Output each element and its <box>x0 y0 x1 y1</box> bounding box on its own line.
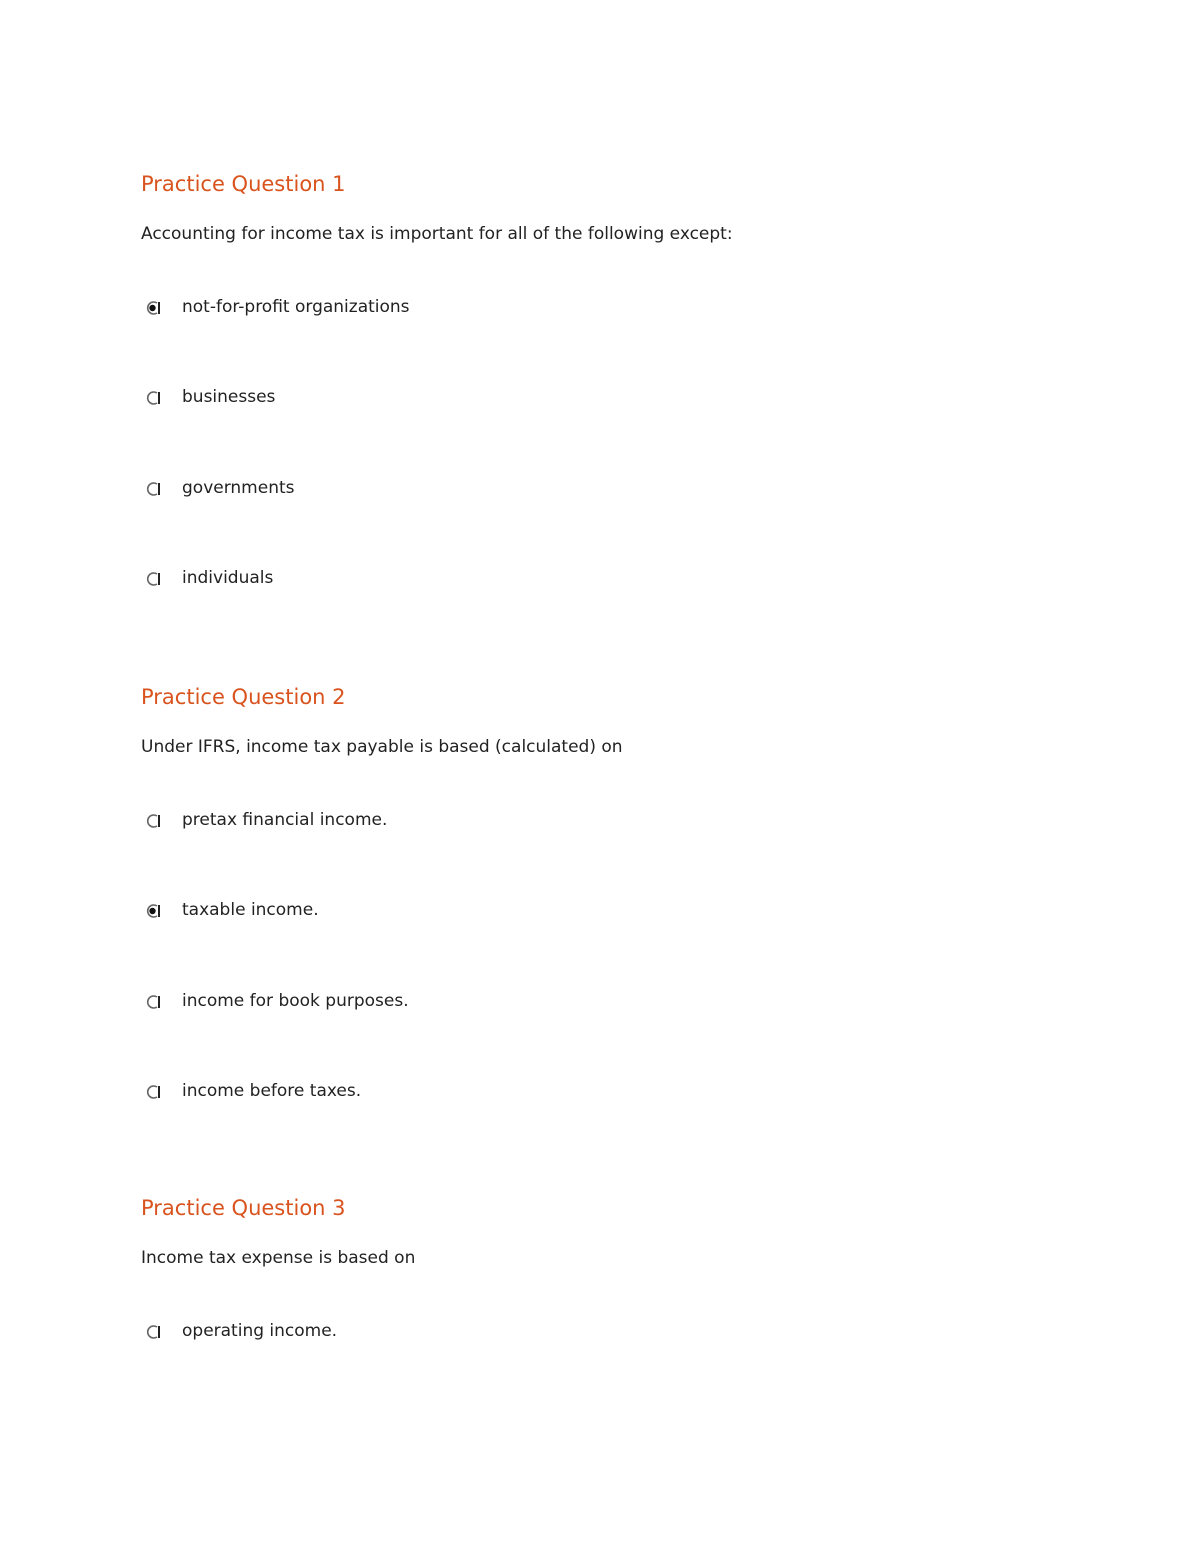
radio-unselected-icon[interactable] <box>144 812 162 830</box>
radio-unselected-icon[interactable] <box>144 480 162 498</box>
option-businesses[interactable] <box>141 386 841 410</box>
option-operating-income[interactable] <box>141 1320 841 1344</box>
option-label: income before taxes. <box>182 1081 362 1101</box>
question-title: Practice Question 3 <box>141 1196 346 1220</box>
radio-unselected-icon[interactable] <box>144 389 162 407</box>
option-pretax-financial-income[interactable] <box>141 809 841 833</box>
option-individuals[interactable] <box>141 567 841 591</box>
option-label: governments <box>182 478 295 498</box>
option-label: businesses <box>182 387 276 407</box>
radio-selected-icon[interactable] <box>144 299 162 317</box>
option-income-before-taxes[interactable] <box>141 1080 841 1104</box>
radio-unselected-icon[interactable] <box>144 1083 162 1101</box>
option-label: operating income. <box>182 1321 338 1341</box>
radio-unselected-icon[interactable] <box>144 570 162 588</box>
option-label: taxable income. <box>182 900 319 920</box>
radio-selected-icon[interactable] <box>144 902 162 920</box>
radio-unselected-icon[interactable] <box>144 993 162 1011</box>
option-governments[interactable] <box>141 477 841 501</box>
option-income-for-book-purposes[interactable] <box>141 990 841 1014</box>
option-label: not-for-profit organizations <box>182 297 410 317</box>
radio-unselected-icon[interactable] <box>144 1323 162 1341</box>
question-text: Under IFRS, income tax payable is based (calculated) on <box>141 737 623 757</box>
question-title: Practice Question 2 <box>141 685 346 709</box>
option-label: pretax financial income. <box>182 810 388 830</box>
question-text: Income tax expense is based on <box>141 1248 416 1268</box>
option-not-for-profit[interactable] <box>141 296 841 320</box>
option-taxable-income[interactable] <box>141 899 841 923</box>
question-title: Practice Question 1 <box>141 172 346 196</box>
question-text: Accounting for income tax is important for all of the following except: <box>141 224 733 244</box>
option-label: individuals <box>182 568 274 588</box>
option-label: income for book purposes. <box>182 991 409 1011</box>
